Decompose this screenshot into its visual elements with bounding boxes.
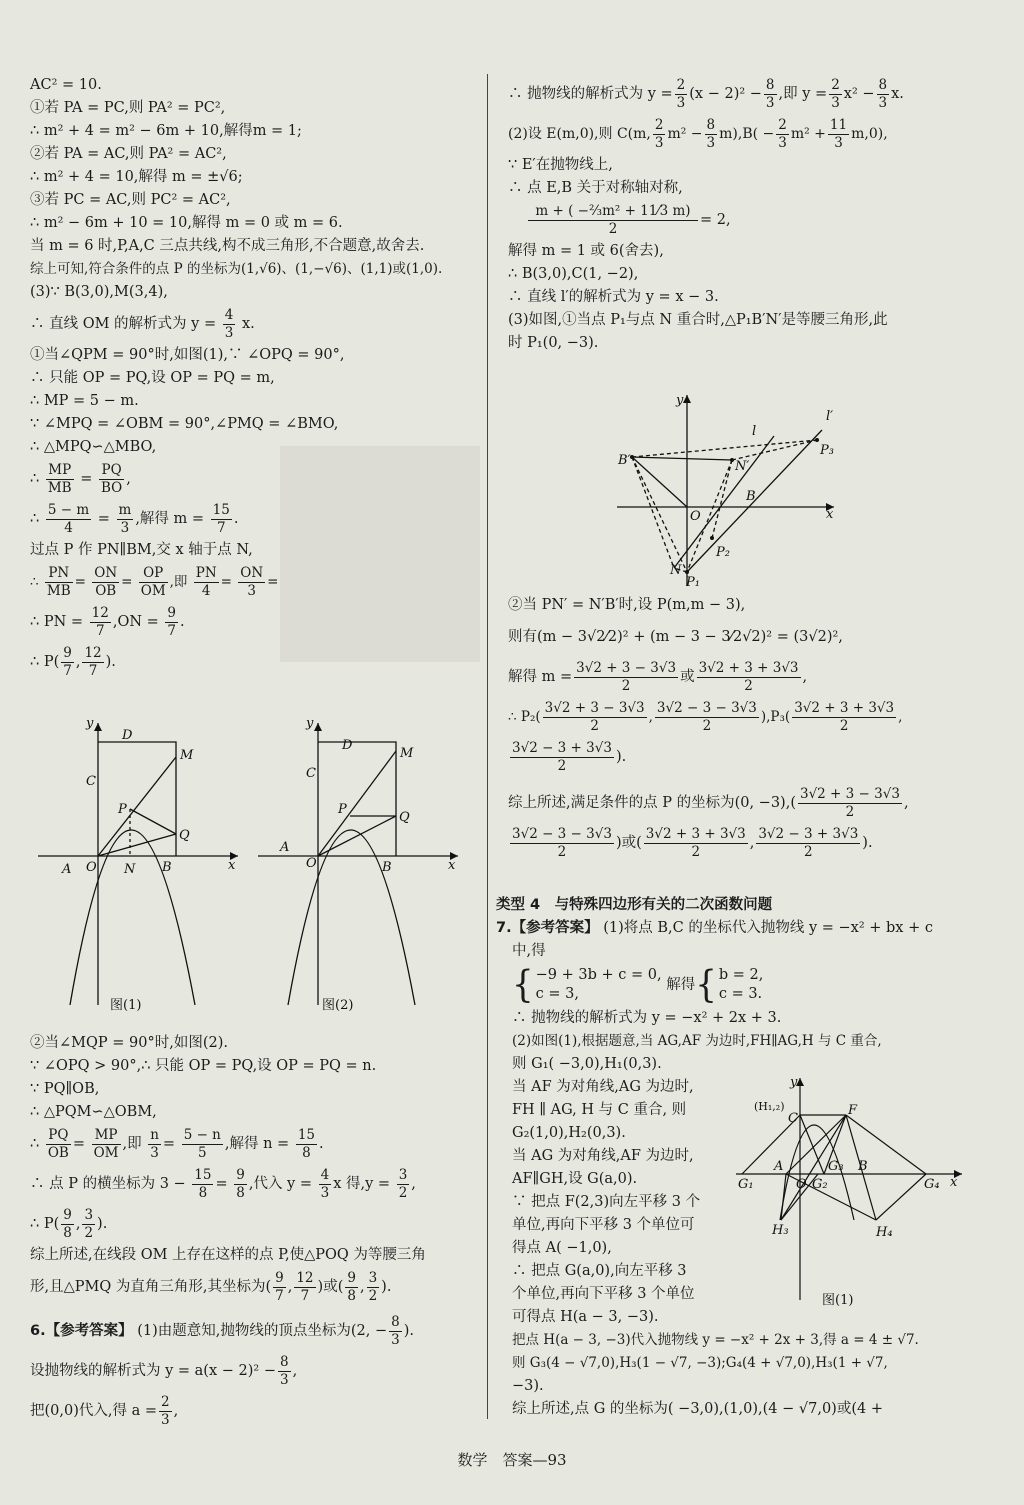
label: O: [796, 1177, 807, 1192]
text-line: ∴ △MPQ∽△MBO,: [30, 439, 157, 455]
text-line: ∴ 抛物线的解析式为 y = −x² + 2x + 3.: [512, 1010, 782, 1026]
text-line: ∵ PQ∥OB,: [30, 1081, 100, 1097]
text-line: ∴ 直线 l′的解析式为 y = x − 3.: [508, 289, 719, 305]
label: x: [228, 858, 236, 873]
label: G₁: [738, 1177, 754, 1192]
system-line: { −9 + 3b + c = 0, c = 3, 解得{ b = 2, c = 3.: [512, 963, 764, 1007]
label: B′: [618, 453, 631, 468]
text-line: ②当∠MQP = 90°时,如图(2).: [30, 1035, 228, 1051]
text-line: 则 G₃(4 − √7,0),H₃(1 − √7, −3);G₄(4 + √7,0),H₃(1 + √7,: [512, 1355, 888, 1371]
text-line: ∴ MP = 5 − m.: [30, 393, 139, 409]
text-line: 则 G₁( −3,0),H₁(0,3).: [512, 1056, 662, 1072]
label: D: [342, 738, 353, 753]
label: C: [788, 1111, 798, 1126]
label: P₃: [820, 443, 834, 458]
label: y: [790, 1075, 798, 1090]
text-line: ∴ B(3,0),C(1, −2),: [508, 266, 639, 282]
figure-3: [612, 390, 842, 590]
text-line: 则有(m − 3√2⁄2)² + (m − 3 − 3⁄2√2)² = (3√2)²,: [508, 629, 843, 645]
label: H₄: [876, 1225, 893, 1240]
label: B: [382, 860, 392, 875]
summary-r-line: 综上所述,满足条件的点 P 的坐标为(0, −3),( $\frac{3√2 + 3 - 3√3}{2}$ ,: [508, 785, 909, 820]
text-line: FH ∥ AG, H 与 C 重合, 则: [512, 1102, 687, 1118]
text-line: ∴ 点 E,B 关于对称轴对称,: [508, 180, 683, 196]
point-line-2: ∴ P( $\frac{9}{8}$ , $\frac{3}{2}$ ).: [30, 1206, 108, 1241]
parabola-line: ∴ 抛物线的解析式为 y = $\frac{2}{3}$ (x − 2)² − $\frac{8}{3}$ ,即 y = $\frac{2}{3}$ x² − $\frac{8}{3}$ x.: [508, 76, 904, 111]
label: H₃: [772, 1223, 789, 1238]
ratio-line-1: ∴ $\frac{MP}{MB}$ = $\frac{PQ}{BO}$ ,: [30, 461, 131, 496]
text-line: (3)∵ B(3,0),M(3,4),: [30, 284, 168, 300]
figure-2: [250, 715, 470, 1015]
label: (H₁,₂): [754, 1100, 785, 1113]
p2-p3-line: ∴ P₂( $\frac{3√2 + 3 - 3√3}{2}$ , $\frac{3√2 - 3 - 3√3}{2}$ ),P₃( $\frac{3√2 + 3 + 3√3}{2}$ ,: [508, 700, 903, 734]
text-line: ∴ m² − 6m + 10 = 10,解得 m = 0 或 m = 6.: [30, 215, 343, 231]
text-line: 解得 m = 1 或 6(舍去),: [508, 243, 664, 259]
section-heading: 类型 4 与特殊四边形有关的二次函数问题: [496, 897, 773, 913]
label: N: [670, 563, 682, 578]
label: A: [774, 1159, 784, 1174]
page-footer: 数学 答案—93: [457, 1451, 567, 1469]
text-line: 单位,再向下平移 3 个单位可: [512, 1217, 695, 1233]
label: O: [690, 509, 701, 524]
label: P₂: [716, 545, 730, 560]
right-column-lower: [508, 594, 978, 863]
label: C: [306, 766, 316, 781]
label: P₁: [686, 575, 700, 590]
ratio-line-2: ∴ $\frac{5 - m}{4}$ = $\frac{m}{3}$ ,解得 m = $\frac{15}{7}$ .: [30, 501, 239, 536]
text-line: 可得点 H(a − 3, −3).: [512, 1309, 659, 1325]
text-line: G₂(1,0),H₂(0,3).: [512, 1125, 626, 1141]
text-line: (2)如图(1),根据题意,当 AG,AF 为边时,FH∥AG,H 与 C 重合,: [512, 1033, 882, 1049]
text-line: ∴ m² + 4 = 10,解得 m = ±√6;: [30, 169, 243, 185]
label: M: [180, 748, 194, 763]
label: B: [162, 860, 172, 875]
label: y: [676, 393, 684, 408]
label: M: [400, 746, 414, 761]
ratio-line-4: ∴ $\frac{PQ}{OB}$ = $\frac{MP}{OM}$ ,即 $\frac{n}{3}$ = $\frac{5 - n}{5}$ ,解得 n = $\frac{15}{8}$ .: [30, 1126, 324, 1161]
text-line: −3).: [512, 1378, 544, 1394]
question-6-line-3: 把(0,0)代入,得 a = $\frac{2}{3}$ ,: [30, 1393, 179, 1428]
left-lines-b: [30, 344, 470, 459]
label: G₄: [924, 1177, 940, 1192]
text-line: 综上可知,符合条件的点 P 的坐标为(1,√6)、(1,−√6)、(1,1)或(1,0).: [30, 261, 443, 277]
label: Q: [399, 810, 410, 825]
label: D: [122, 728, 133, 743]
label: x: [950, 1175, 958, 1190]
text-line: 当 AG 为对角线,AF 为边时,: [512, 1148, 694, 1164]
text-line: ∵ ∠MPQ = ∠OBM = 90°,∠PMQ = ∠BMO,: [30, 416, 339, 432]
text-line: ②若 PA = AC,则 PA² = AC²,: [30, 146, 227, 162]
result-line-1: ∴ PN = $\frac{12}{7}$ ,ON = $\frac{9}{7}$ .: [30, 604, 185, 639]
column-divider: [487, 74, 488, 1419]
set-e-line: (2)设 E(m,0),则 C(m, $\frac{2}{3}$ m² − $\frac{8}{3}$ m),B( − $\frac{2}{3}$ m² + $\frac{11}{3}$ m,0),: [508, 116, 888, 151]
label: N′: [735, 459, 750, 474]
label: G₂: [812, 1177, 828, 1192]
text-line: ∴ △PQM∽△OBM,: [30, 1104, 157, 1120]
question-6-line-2: 设抛物线的解析式为 y = a(x − 2)² − $\frac{8}{3}$ ,: [30, 1353, 298, 1388]
label: A: [280, 840, 290, 855]
text-line: AC² = 10.: [30, 77, 102, 93]
point-line-1: ∴ P( $\frac{9}{7}$ , $\frac{12}{7}$ ).: [30, 644, 116, 679]
p3-y-line: $\frac{3√2 - 3 + 3√3}{2}$ ).: [512, 739, 627, 774]
label: O: [306, 856, 317, 871]
symmetry-equation: $\frac{\text{m + ( −⅔m² + 11⁄3 m)}}{2}$ = 2,: [508, 200, 978, 240]
text-line: (3)如图,①当点 P₁与点 N 重合时,△P₁B′N′是等腰三角形,此: [508, 312, 888, 328]
om-line: ∴ 直线 OM 的解析式为 y = $\frac{4}{3}$ x.: [30, 306, 255, 341]
label: x: [826, 507, 834, 522]
solve-line: 解得 m = $\frac{3√2 + 3 - 3√3}{2}$ 或 $\frac{3√2 + 3 + 3√3}{2}$ ,: [508, 659, 808, 694]
label: y: [306, 716, 314, 731]
right-column: [508, 74, 978, 355]
caption: 图(1): [110, 998, 142, 1013]
text-line: ①若 PA = PC,则 PA² = PC²,: [30, 100, 226, 116]
fraction: $\frac{4}{3}$: [224, 306, 234, 341]
summary-line: 综上所述,在线段 OM 上存在这样的点 P,使△POQ 为等腰三角: [30, 1247, 426, 1263]
text-line: ①当∠QPM = 90°时,如图(1),∵ ∠OPQ = 90°,: [30, 347, 345, 363]
caption: 图(1): [822, 1293, 854, 1308]
text-line: 得点 A( −1,0),: [512, 1240, 612, 1256]
text-line: 综上所述,点 G 的坐标为( −3,0),(1,0),(4 − √7,0)或(4 +: [512, 1401, 883, 1417]
label: Q: [179, 828, 190, 843]
label: P: [338, 802, 347, 817]
text-line: AF∥GH,设 G(a,0).: [512, 1171, 638, 1187]
text-line: ③若 PC = AC,则 PC² = AC²,: [30, 192, 231, 208]
text-line: ∵ E′在抛物线上,: [508, 157, 613, 173]
pn-line: 过点 P 作 PN∥BM,交 x 轴于点 N,: [30, 542, 253, 558]
label: l: [752, 424, 757, 439]
brace: {: [512, 963, 534, 1007]
text-line: 当 m = 6 时,P,A,C 三点共线,构不成三角形,不合题意,故舍去.: [30, 238, 425, 254]
question-7: 7.【参考答案】 (1)将点 B,C 的坐标代入抛物线 y = −x² + bx + c: [496, 920, 933, 936]
blank-image-region: [280, 446, 480, 662]
summary-r-line-2: $\frac{3√2 - 3 - 3√3}{2}$ )或( $\frac{3√2 + 3 + 3√3}{2}$ , $\frac{3√2 - 3 + 3√3}{2}$ ).: [512, 825, 873, 860]
p-x-line: ∴ 点 P 的横坐标为 3 − $\frac{15}{8}$ = $\frac{9}{8}$ ,代入 y = $\frac{4}{3}$ x 得,y = $\frac{3}{2}$ ,: [30, 1166, 416, 1201]
text-line: 当 AF 为对角线,AG 为边时,: [512, 1079, 694, 1095]
label: G₃: [828, 1159, 844, 1174]
left-column-lower: [30, 1032, 470, 1431]
label: O: [86, 860, 97, 875]
label: B: [746, 489, 756, 504]
text-line: ∵ 把点 F(2,3)向左平移 3 个: [512, 1194, 701, 1210]
text-line: 中,得: [512, 943, 546, 959]
caption: 图(2): [322, 998, 354, 1013]
text-line: 时 P₁(0, −3).: [508, 335, 599, 351]
brace: {: [695, 963, 717, 1007]
text-line: ∴ 只能 OP = PQ,设 OP = PQ = m,: [30, 370, 275, 386]
left-lines-a: [30, 74, 470, 304]
label: C: [86, 774, 96, 789]
label: P: [118, 802, 127, 817]
label: A: [62, 862, 72, 877]
summary-line-2: 形,且△PMQ 为直角三角形,其坐标为( $\frac{9}{7}$ , $\frac{12}{7}$ )或( $\frac{9}{8}$ , $\frac{3}{2}$ ).: [30, 1269, 392, 1304]
text-line: ∵ ∠OPQ > 90°,∴ 只能 OP = PQ,设 OP = PQ = n.: [30, 1058, 377, 1074]
label: y: [86, 716, 94, 731]
ratio-line-3: ∴ $\frac{PN}{MB}$ = $\frac{ON}{OB}$ = $\frac{OP}{OM}$ ,即 $\frac{PN}{4}$ = $\frac{ON}{3}$ =: [30, 562, 470, 602]
text-line: ∴ m² + 4 = m² − 6m + 10,解得m = 1;: [30, 123, 302, 139]
label: N: [124, 862, 136, 877]
text-line: 把点 H(a − 3, −3)代入抛物线 y = −x² + 2x + 3,得 a = 4 ± √7.: [512, 1332, 919, 1348]
label: B: [858, 1159, 868, 1174]
question-6: 6.【参考答案】 (1)由题意知,抛物线的顶点坐标为(2, − $\frac{8}{3}$ ).: [30, 1313, 414, 1348]
figure-1: [30, 715, 250, 1015]
label: l′: [826, 409, 834, 424]
text-line: ②当 PN′ = N′B′时,设 P(m,m − 3),: [508, 597, 746, 613]
text-line: 个单位,再向下平移 3 个单位: [512, 1286, 695, 1302]
figure-4: [736, 1070, 966, 1320]
text-line: ∴ 把点 G(a,0),向左平移 3: [512, 1263, 687, 1279]
label: x: [448, 858, 456, 873]
label: F: [848, 1103, 858, 1118]
